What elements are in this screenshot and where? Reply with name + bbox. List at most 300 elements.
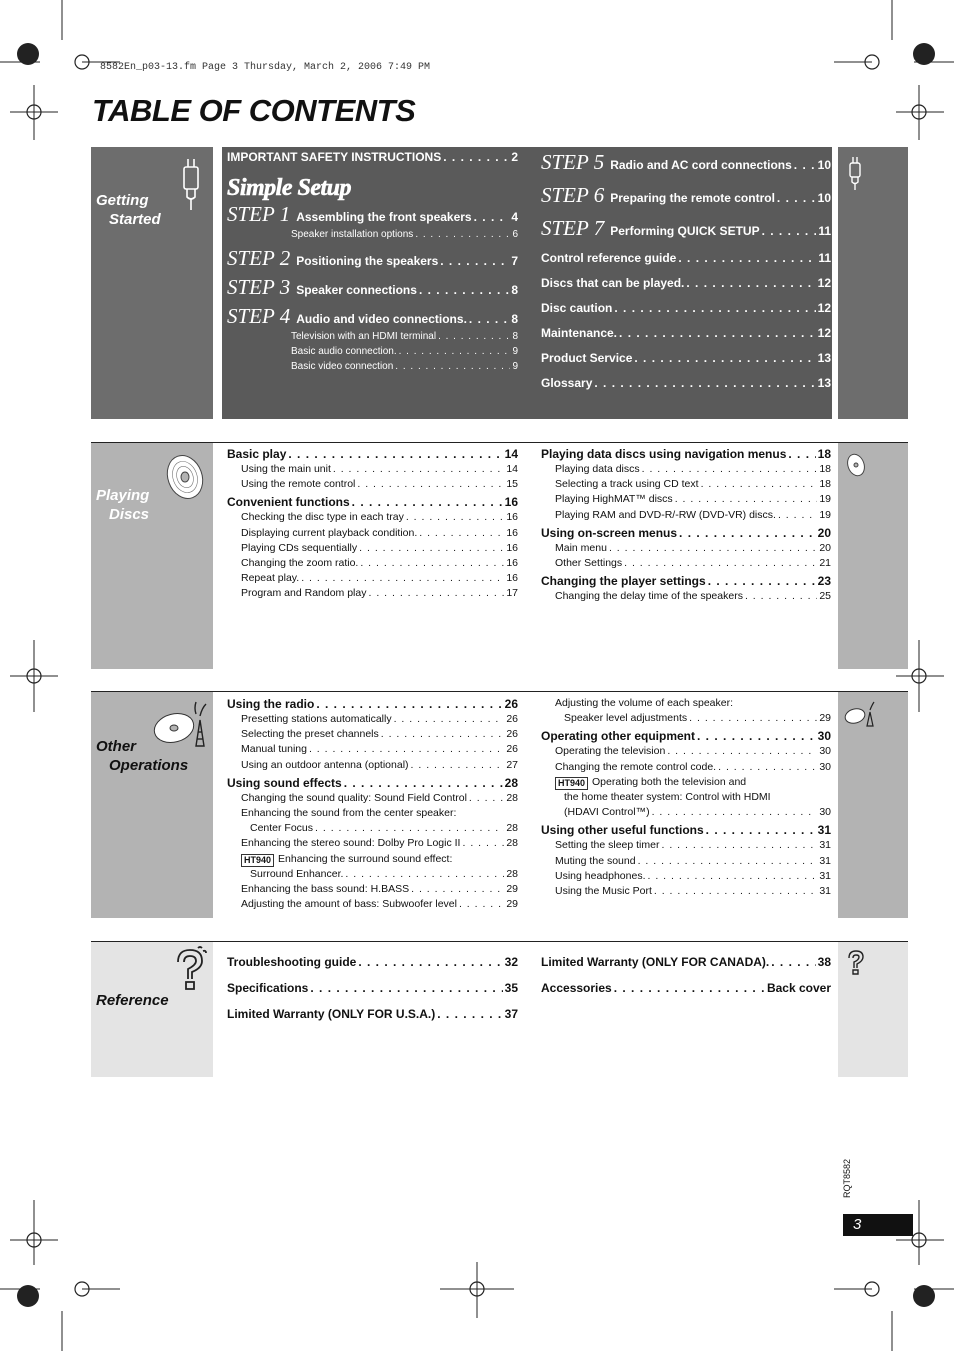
page-ref: 10 (817, 191, 831, 205)
page-ref: 31 (819, 854, 831, 867)
entry-title: Repeat play. (241, 572, 300, 585)
reference-right-column (541, 954, 831, 1006)
page-ref: 26 (506, 713, 518, 725)
dot-leader (634, 351, 815, 366)
dot-leader (689, 711, 817, 726)
dot-leader (394, 712, 505, 727)
toc-heading-entry[interactable] (541, 728, 831, 744)
dot-leader (638, 854, 818, 869)
dot-leader (352, 494, 503, 510)
dot-leader (358, 954, 502, 970)
page-ref: 16 (506, 541, 518, 554)
step-number: STEP 6 (541, 183, 605, 207)
step-number: STEP 1 (227, 202, 291, 226)
dot-leader (777, 191, 816, 205)
entry-title: Glossary (541, 376, 593, 390)
dot-leader (301, 571, 504, 586)
entry-title: Control reference guide (541, 251, 677, 265)
toc-heading-entry[interactable] (541, 326, 831, 341)
toc-entry[interactable] (541, 775, 831, 790)
dot-leader (399, 344, 511, 359)
dot-leader (745, 589, 817, 604)
toc-entry[interactable] (541, 805, 831, 820)
page-ref: 38 (817, 955, 831, 969)
dot-leader (438, 329, 510, 344)
entry-title: Changing the delay time of the speakers (555, 590, 743, 603)
page-number: 3 (843, 1214, 913, 1236)
toc-entry[interactable] (541, 790, 831, 805)
toc-entry[interactable] (541, 492, 831, 507)
other-operations-label: Other Operations (96, 738, 189, 774)
radio-disc-icon (152, 698, 210, 750)
page-ref: 12 (817, 276, 831, 290)
entry-title: Convenient functions (227, 495, 350, 510)
toc-entry[interactable] (227, 462, 518, 477)
dot-leader (357, 477, 504, 492)
entry-title: Basic play (227, 447, 287, 461)
step-number: STEP 5 (541, 150, 605, 174)
toc-entry[interactable] (227, 526, 518, 541)
toc-heading-entry[interactable] (541, 251, 831, 266)
toc-heading-entry[interactable] (541, 446, 831, 462)
dot-leader (459, 897, 504, 912)
page-ref: 16 (506, 572, 518, 585)
step-entry[interactable] (227, 246, 518, 271)
toc-entry[interactable] (227, 586, 518, 601)
toc-heading-entry[interactable] (227, 775, 518, 791)
simple-setup-heading: Simple Setup (227, 175, 352, 201)
page-ref: 16 (504, 495, 518, 510)
toc-heading-entry[interactable] (227, 494, 518, 510)
dot-leader (701, 477, 818, 492)
entry-title: Main menu (555, 541, 607, 554)
entry-title: Surround Enhancer. (250, 867, 344, 880)
toc-entry[interactable] (227, 727, 518, 742)
question-icon (170, 946, 208, 992)
step-number: STEP 3 (227, 275, 291, 299)
dot-leader (614, 980, 765, 996)
dot-leader (686, 276, 815, 291)
entry-title: Playing HighMAT™ discs (555, 493, 673, 506)
dot-leader (609, 541, 817, 556)
page-ref: 28 (506, 837, 518, 850)
toc-entry[interactable] (227, 712, 518, 727)
entry-title: Using the radio (227, 697, 315, 711)
plug-icon (178, 155, 204, 211)
page-ref: 8 (511, 283, 518, 297)
toc-entry[interactable] (541, 589, 831, 604)
dot-leader (648, 869, 818, 884)
dot-leader (778, 508, 817, 523)
entry-title: Using headphones. (555, 869, 646, 882)
entry-title: Changing the player settings (541, 574, 706, 589)
toc-heading-entry[interactable] (541, 376, 831, 391)
toc-heading-entry[interactable] (227, 696, 518, 712)
toc-entry[interactable] (227, 556, 518, 571)
step-entry[interactable] (227, 304, 518, 374)
entry-title: Accessories (541, 981, 612, 995)
toc-entry[interactable] (541, 477, 831, 492)
entry-title: Playing RAM and DVD-R/-RW (DVD-VR) discs. (555, 508, 776, 521)
entry-title: Changing the remote control code. (555, 760, 717, 773)
dot-leader (762, 224, 817, 238)
toc-entry[interactable] (227, 344, 518, 359)
toc-entry[interactable] (227, 541, 518, 556)
dot-leader (411, 758, 505, 773)
entry-title: Playing data discs (555, 463, 640, 475)
dot-leader (614, 301, 815, 316)
entry-title: Basic audio connection. (291, 346, 397, 357)
reference-label: Reference (96, 992, 169, 1009)
page-ref: 29 (506, 898, 518, 911)
toc-entry[interactable] (541, 884, 831, 899)
toc-heading-entry[interactable] (541, 980, 831, 996)
dot-leader (706, 822, 816, 838)
entry-title: Specifications (227, 981, 309, 995)
entry-title: Product Service (541, 351, 633, 365)
toc-entry[interactable] (227, 758, 518, 773)
toc-heading-entry[interactable] (541, 822, 831, 838)
entry-title: Playing CDs sequentially (241, 541, 358, 554)
page-ref: 30 (819, 760, 831, 773)
toc-entry[interactable] (227, 836, 518, 851)
entry-title: Manual tuning (241, 743, 307, 756)
page-ref: 8 (511, 312, 518, 326)
entry-title: Playing data discs using navigation menus (541, 447, 787, 461)
page-ref: 17 (506, 587, 518, 600)
entry-title: Limited Warranty (ONLY FOR U.S.A.) (227, 1007, 436, 1021)
toc-entry[interactable] (227, 852, 518, 867)
disc-icon-small (846, 452, 866, 478)
dot-leader (679, 525, 816, 541)
reference-top-rule (91, 941, 908, 942)
toc-entry[interactable] (227, 806, 518, 821)
toc-entry[interactable]: IMPORTANT SAFETY INSTRUCTIONS . . . 2 (227, 150, 518, 165)
toc-heading-entry[interactable] (541, 573, 831, 589)
page-ref: 9 (512, 361, 518, 372)
other-operations-top-rule (91, 691, 908, 692)
dot-leader (619, 326, 816, 341)
page-ref: Back cover (766, 981, 831, 995)
page-ref: 31 (817, 823, 831, 838)
entry-title: Enhancing the surround sound effect: (278, 852, 453, 865)
dot-leader (368, 586, 504, 601)
dot-leader (661, 838, 817, 853)
entry-title: Enhancing the bass sound: H.BASS (241, 883, 410, 896)
dot-leader (667, 744, 817, 759)
entry-title: Positioning the speakers (296, 254, 439, 268)
entry-title: Basic video connection (291, 361, 394, 372)
dot-leader (345, 867, 504, 882)
entry-title: Using the main unit (241, 463, 331, 475)
dot-leader (440, 254, 509, 268)
step-number: STEP 2 (227, 246, 291, 270)
page-ref: 4 (511, 210, 518, 224)
dot-leader (678, 251, 816, 266)
entry-title: Assembling the front speakers (296, 210, 472, 224)
dot-leader (594, 376, 815, 391)
dot-leader (411, 882, 504, 897)
toc-entry[interactable] (541, 711, 831, 726)
entry-title: Changing the sound quality: Sound Field Control (241, 791, 467, 804)
entry-title: Adjusting the amount of bass: Subwoofer level (241, 898, 457, 911)
toc-entry[interactable] (541, 508, 831, 523)
toc-entry[interactable] (227, 897, 518, 912)
step-entry[interactable] (541, 150, 831, 175)
page-ref: 11 (818, 251, 831, 265)
dot-leader (718, 760, 817, 775)
toc-entry[interactable] (227, 867, 518, 882)
toc-entry[interactable] (227, 742, 518, 757)
entry-title: Setting the sleep timer (555, 839, 660, 852)
dot-leader (310, 980, 502, 996)
dot-leader (642, 462, 818, 477)
toc-entry[interactable] (227, 791, 518, 806)
toc-entry[interactable] (541, 869, 831, 884)
entry-title: Using the remote control (241, 478, 356, 491)
page-title: TABLE OF CONTENTS (92, 93, 416, 128)
disc-icon (165, 452, 205, 502)
dot-leader (794, 158, 816, 172)
page-ref: 9 (512, 346, 518, 357)
page-ref: 19 (819, 508, 831, 521)
entry-title: Muting the sound (555, 854, 636, 867)
entry-title: Radio and AC cord connections (610, 158, 792, 172)
page-ref: 28 (506, 791, 518, 804)
dot-leader (315, 821, 504, 836)
page-ref: 7 (511, 254, 518, 268)
page-ref: 14 (504, 447, 518, 461)
getting-started-left-column (227, 150, 518, 374)
radio-disc-icon-small (844, 700, 876, 728)
playing-discs-left-column (227, 446, 518, 602)
toc-heading-entry[interactable] (541, 301, 831, 316)
dot-leader (395, 359, 510, 374)
model-tag: HT940 (555, 777, 588, 790)
entry-title: Speaker level adjustments (564, 712, 688, 725)
page-ref: 30 (819, 806, 831, 819)
page-ref: 21 (819, 557, 831, 570)
entry-title: Presetting stations automatically (241, 713, 392, 725)
entry-title: Using an outdoor antenna (optional) (241, 758, 409, 771)
playing-discs-label: Playing Discs (96, 487, 150, 523)
dot-leader (406, 510, 504, 525)
toc-entry[interactable] (227, 227, 518, 242)
dot-leader (788, 446, 815, 462)
page-ref: 16 (506, 511, 518, 524)
entry-title: Using the Music Port (555, 885, 652, 898)
playing-discs-right-column (541, 446, 831, 604)
plug-icon-small (846, 155, 864, 191)
page-ref: 31 (819, 885, 831, 898)
dot-leader (697, 728, 816, 744)
toc-heading-entry[interactable] (227, 954, 518, 970)
entry-title: Selecting a track using CD text (555, 478, 699, 491)
toc-heading-entry[interactable] (541, 954, 831, 970)
dot-leader (708, 573, 816, 589)
step-entry[interactable] (227, 275, 518, 300)
other-operations-right-column (541, 696, 831, 899)
entry-title: Changing the zoom ratio. (241, 557, 359, 570)
toc-entry[interactable] (227, 510, 518, 525)
entry-title: Performing QUICK SETUP (610, 224, 760, 238)
dot-leader (419, 283, 509, 297)
entry-title: Operating the television (555, 745, 666, 758)
dot-leader (288, 446, 502, 462)
file-header-line: 8582En_p03-13.fm Page 3 Thursday, March 2, 2006 7:49 PM (100, 62, 431, 73)
toc-heading-entry[interactable] (227, 1006, 518, 1022)
toc-heading-entry[interactable] (227, 980, 518, 996)
entry-title: Selecting the preset channels (241, 728, 379, 741)
page-ref: 30 (819, 745, 831, 758)
reference-left-column (227, 954, 518, 1032)
page-ref: 20 (817, 525, 831, 540)
dot-leader (675, 492, 818, 507)
dot-leader (469, 312, 509, 326)
dot-leader (333, 462, 504, 477)
question-icon-small (844, 948, 866, 976)
playing-discs-top-rule (91, 442, 908, 443)
other-operations-left-column (227, 696, 518, 912)
dot-leader (437, 1006, 502, 1022)
toc-heading-entry[interactable] (541, 351, 831, 366)
dot-leader (654, 884, 817, 899)
page-ref: 13 (817, 351, 831, 365)
entry-title: Using sound effects (227, 775, 342, 790)
dot-leader (419, 526, 504, 541)
page-ref: 11 (818, 224, 831, 238)
page-ref: 28 (504, 775, 518, 790)
toc-entry[interactable] (227, 329, 518, 344)
page-ref: 28 (506, 867, 518, 880)
page-ref: 26 (506, 743, 518, 756)
page-ref: 26 (506, 728, 518, 741)
step-entry[interactable] (227, 202, 518, 242)
entry-title: Operating other equipment (541, 729, 696, 744)
entry-title: Program and Random play (241, 587, 367, 600)
page-ref: 12 (817, 301, 831, 315)
page-ref: 13 (817, 376, 831, 390)
page-ref: 14 (506, 463, 518, 475)
page-ref: 19 (819, 493, 831, 506)
entry-title: Speaker connections (296, 283, 417, 297)
entry-title: Discs that can be played. (541, 276, 685, 290)
getting-started-label: Getting Started (96, 192, 161, 228)
toc-entry[interactable] (541, 838, 831, 853)
entry-title: (HDAVI Control™) (564, 806, 650, 819)
entry-title: Using on-screen menus (541, 525, 678, 540)
toc-entry[interactable] (227, 882, 518, 897)
entry-title: Center Focus (250, 822, 314, 835)
page-ref: 31 (819, 869, 831, 882)
toc-entry[interactable] (227, 359, 518, 374)
page-ref: 37 (504, 1007, 518, 1021)
dot-leader (469, 791, 504, 806)
doc-code: RQT8582 (842, 1158, 852, 1198)
toc-heading-entry[interactable] (541, 525, 831, 541)
page-ref: 23 (817, 574, 831, 589)
entry-title: Checking the disc type in each tray (241, 511, 404, 524)
page-ref: 8 (512, 331, 518, 342)
getting-started-right-column (541, 150, 831, 401)
page-ref: 26 (504, 697, 518, 711)
dot-leader (415, 227, 510, 242)
page-ref: 29 (506, 883, 518, 896)
toc-entry[interactable] (227, 821, 518, 836)
entry-title: Speaker installation options (291, 229, 414, 240)
page-ref: 10 (817, 158, 831, 172)
toc-entry[interactable] (541, 744, 831, 759)
dot-leader (344, 775, 503, 791)
page-ref: 30 (817, 729, 831, 744)
entry-title: Troubleshooting guide (227, 955, 357, 969)
page-ref: 15 (506, 478, 518, 491)
page-ref: 18 (819, 463, 831, 475)
step-entry[interactable] (541, 216, 831, 241)
page-ref: 29 (819, 712, 831, 725)
dot-leader (462, 836, 504, 851)
page-ref: 18 (819, 478, 831, 491)
entry-title: Disc caution (541, 301, 613, 315)
dot-leader (381, 727, 505, 742)
entry-title: Limited Warranty (ONLY FOR CANADA). (541, 955, 770, 969)
page-ref: 32 (504, 955, 518, 969)
page-ref: 20 (819, 541, 831, 554)
entry-title: Television with an HDMI terminal (291, 331, 437, 342)
dot-leader (316, 696, 502, 712)
entry-title: Using other useful functions (541, 823, 704, 838)
page-ref: 16 (506, 557, 518, 570)
toc-entry[interactable] (541, 854, 831, 869)
toc-entry[interactable] (541, 760, 831, 775)
entry-title: Audio and video connections. (296, 312, 467, 326)
dot-leader (652, 805, 818, 820)
entry-title: Displaying current playback condition. (241, 526, 418, 539)
toc-heading-entry[interactable] (541, 276, 831, 291)
entry-title: Enhancing the stereo sound: Dolby Pro Logic II (241, 837, 461, 850)
dot-leader (771, 954, 815, 970)
page-ref: 31 (819, 839, 831, 852)
page-ref: 25 (819, 590, 831, 603)
dot-leader (624, 556, 817, 571)
entry-title: Preparing the remote control (610, 191, 775, 205)
page-ref: 27 (506, 758, 518, 771)
toc-entry[interactable] (227, 477, 518, 492)
toc-entry[interactable] (541, 462, 831, 477)
toc-entry[interactable] (541, 556, 831, 571)
toc-heading-entry[interactable] (227, 446, 518, 462)
toc-entry[interactable] (541, 696, 831, 711)
page-ref: 6 (512, 229, 518, 240)
step-number: STEP 4 (227, 304, 291, 328)
step-entry[interactable] (541, 183, 831, 208)
step-number: STEP 7 (541, 216, 605, 240)
dot-leader (360, 556, 504, 571)
dot-leader (359, 541, 504, 556)
page-ref: 18 (817, 447, 831, 461)
dot-leader (474, 210, 510, 224)
entry-title: Maintenance. (541, 326, 618, 340)
entry-title: Operating both the television and (592, 775, 747, 788)
toc-entry[interactable] (541, 541, 831, 556)
entry-title: the home theater system: Control with HDMI (564, 791, 771, 804)
dot-leader (309, 742, 504, 757)
toc-entry[interactable] (227, 571, 518, 586)
model-tag: HT940 (241, 854, 274, 867)
page-ref: 12 (817, 326, 831, 340)
page-ref: 35 (504, 981, 518, 995)
entry-title: Adjusting the volume of each speaker: (555, 697, 734, 709)
